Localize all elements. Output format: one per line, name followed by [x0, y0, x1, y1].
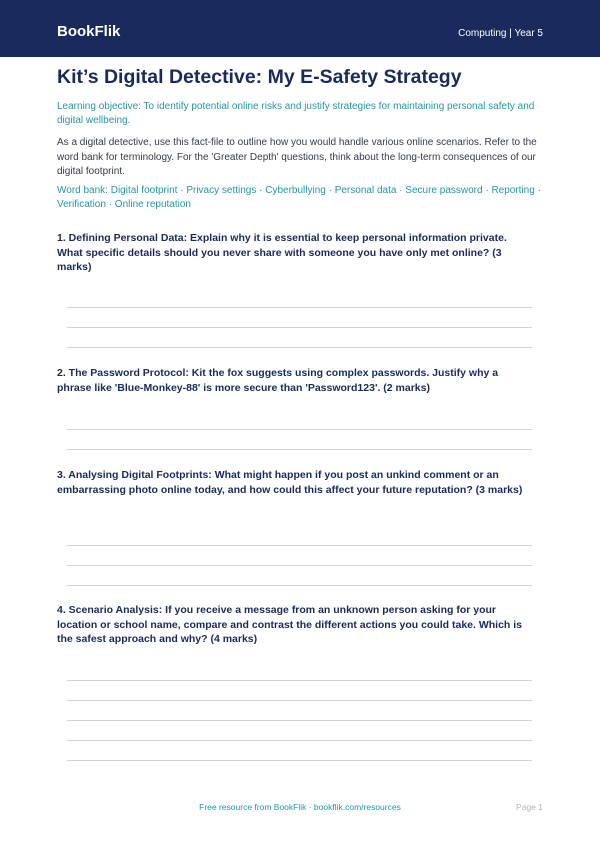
subject-year-label: Computing | Year 5: [458, 28, 543, 39]
question-2: 2. The Password Protocol: Kit the fox suggests using complex passwords. Justify why a phrase like 'Blue-Monkey-88' is more secure than 'Password123'. (2 marks): [57, 367, 499, 394]
answer-line[interactable]: [67, 680, 532, 681]
intro-paragraph: As a digital detective, use this fact-file to outline how you would handle various online scenarios. Refer to the word bank for terminology. For the 'Greater Depth' questions, think about the long-term consequences of our digital footprint.: [57, 137, 537, 177]
answer-line[interactable]: [67, 429, 532, 430]
page-number: Page 1: [516, 802, 543, 812]
answer-line[interactable]: [67, 760, 532, 761]
answer-line[interactable]: [67, 565, 532, 566]
answer-line[interactable]: [67, 307, 532, 308]
footer-resource-link[interactable]: Free resource from BookFlik · bookflik.com/resources: [199, 802, 401, 812]
page-header: [0, 0, 600, 57]
answer-line[interactable]: [67, 327, 532, 328]
answer-line[interactable]: [67, 545, 532, 546]
answer-line[interactable]: [67, 585, 532, 586]
question-3: 3. Analysing Digital Footprints: What might happen if you post an unkind comment or an embarrassing photo online today, and how could this affect your future reputation? (3 marks): [57, 469, 523, 496]
answer-line[interactable]: [67, 449, 532, 450]
word-bank: Word bank: Digital footprint · Privacy settings · Cyberbullying · Personal data · Secure password · Reporting · Verification · Online reputation: [57, 185, 541, 210]
learning-objective: Learning objective: To identify potential online risks and justify strategies for maintaining personal safety and digital wellbeing.: [57, 101, 535, 126]
answer-line[interactable]: [67, 740, 532, 741]
question-4: 4. Scenario Analysis: If you receive a message from an unknown person asking for your location or school name, compare and contrast the different actions you could take. Which is the safest approach and why? (4 marks): [57, 604, 522, 645]
brand-logo-text: BookFlik: [57, 23, 121, 40]
answer-line[interactable]: [67, 700, 532, 701]
worksheet-title: Kit’s Digital Detective: My E-Safety Strategy: [57, 66, 462, 88]
answer-line[interactable]: [67, 720, 532, 721]
answer-line[interactable]: [67, 347, 532, 348]
question-1: 1. Defining Personal Data: Explain why it is essential to keep personal information private. What specific details should you never share with someone you have only met online? (3 marks): [57, 232, 507, 273]
